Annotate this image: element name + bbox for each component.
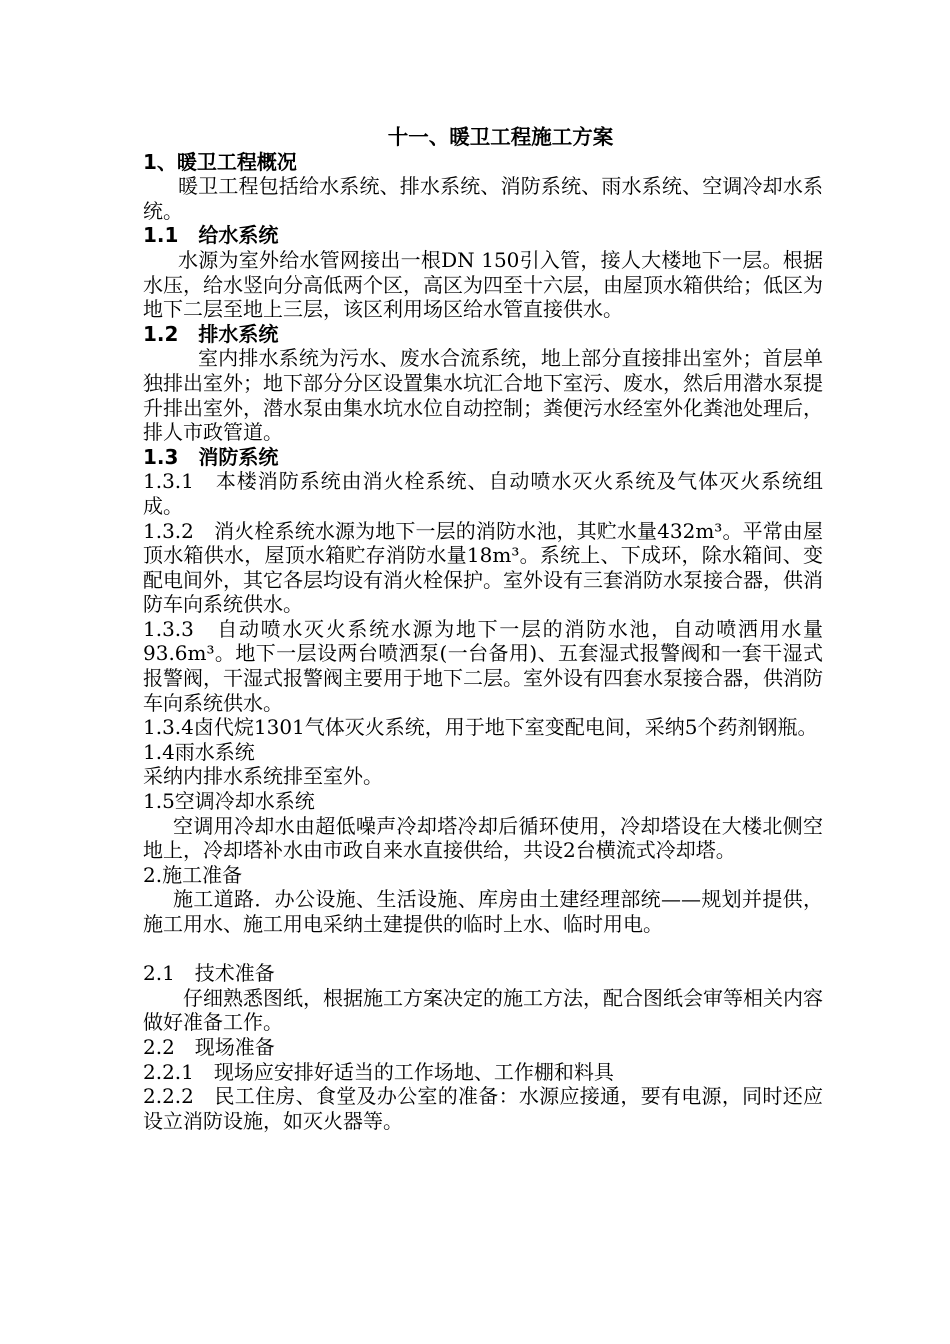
section-2-1-body: 仔细熟悉图纸，根据施工方案决定的施工方法，配合图纸会审等相关内容做好准备工作。 (143, 985, 823, 1035)
document-page (143, 118, 823, 1133)
section-2-2-heading: 2.2 现场准备 (143, 1034, 275, 1059)
section-1-3-1: 1.3.1 本楼消防系统由消火栓系统、自动喷水灭火系统及气体灭火系统组成。 (143, 469, 823, 518)
section-1-3-2: 1.3.2 消火栓系统水源为地下一层的消防水池，其贮水量432m³。平常由屋顶水箱供水，屋顶水箱贮存消防水量18m³。系统上、下成环，除水箱间、变配电间外，其它各层均设有消火栓保护。室外设有三套消防水泵接合器，供消防车向系统供水。 (143, 518, 823, 617)
section-2-2-2: 2.2.2 民工住房、食堂及办公室的准备：水源应接通，要有电源，同时还应设立消防设施，如灭火器等。 (143, 1084, 823, 1133)
blank-line (143, 937, 823, 962)
section-1-3-heading: 1.3 消防系统 (143, 444, 279, 469)
section-1-2-body: 室内排水系统为污水、废水合流系统，地上部分直接排出室外；首层单独排出室外；地下部分分区设置集水坑汇合地下室污、废水，然后用潜水泵提升排出室外，潜水泵由集水坑水位自动控制；粪便污水经室外化粪池处理后，排人市政管道。 (143, 346, 823, 445)
section-1-5-heading: 1.5空调冷却水系统 (143, 789, 315, 814)
section-2-2-1: 2.2.1 现场应安排好适当的工作场地、工作棚和料具 (143, 1059, 614, 1084)
section-1-3-4: 1.3.4卤代烷1301气体灭火系统，用于地下室变配电间，采纳5个药剂钢瓶。 (143, 715, 818, 740)
section-2-body: 施工道路．办公设施、生活设施、库房由土建经理部统——规划并提供，施工用水、施工用电采纳土建提供的临时上水、临时用电。 (143, 887, 823, 936)
section-1-1-body: 水源为室外给水管网接出一根DN 150引入管，接人大楼地下一层。根据水压，给水竖向分高低两个区，高区为四至十六层，由屋顶水箱供给；低区为地下二层至地上三层，该区利用场区给水管直接供水。 (143, 247, 823, 322)
section-1-4-body: 采纳内排水系统排至室外。 (143, 764, 383, 789)
section-1-3-3: 1.3.3 自动喷水灭火系统水源为地下一层的消防水池，自动喷洒用水量93.6m³。地下一层设两台喷洒泵(一台备用)、五套湿式报警阀和一套干湿式报警阀，干湿式报警阀主要用于地下二层。室外设有四套水泵接合器，供消防车向系统供水。 (143, 616, 823, 715)
section-2-1-heading: 2.1 技术准备 (143, 961, 275, 986)
section-1-5-body: 空调用冷却水由超低噪声冷却塔冷却后循环使用，冷却塔设在大楼北侧空地上，冷却塔补水由市政自来水直接供给，共设2台横流式冷却塔。 (143, 813, 823, 863)
document-title: 十一、暖卫工程施工方案 (387, 125, 614, 149)
section-1-4-heading: 1.4雨水系统 (143, 739, 255, 764)
section-1-heading: 1、暖卫工程概况 (143, 149, 297, 174)
section-2-heading: 2.施工准备 (143, 862, 243, 887)
section-1-2-heading: 1.2 排水系统 (143, 321, 279, 346)
section-1-body: 暖卫工程包括给水系统、排水系统、消防系统、雨水系统、空调冷却水系统。 (143, 174, 823, 223)
section-1-1-heading: 1.1 给水系统 (143, 223, 279, 248)
